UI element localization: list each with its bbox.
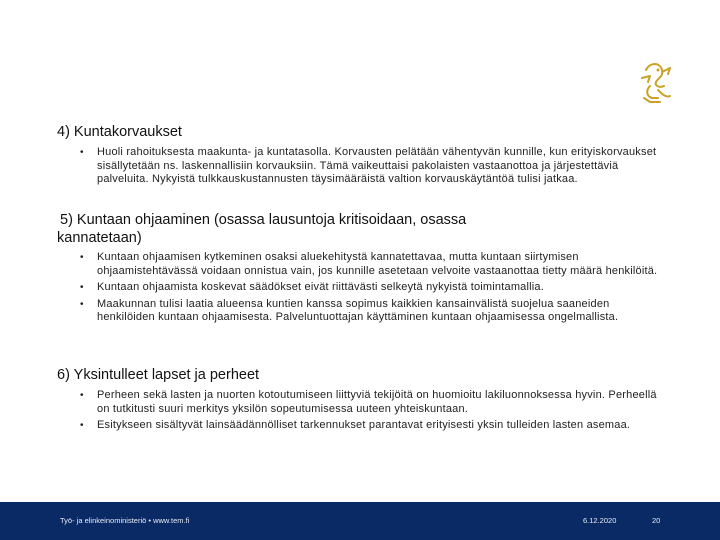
- list-item: • Perheen sekä lasten ja nuorten kotoutumiseen liittyviä tekijöitä on huomioitu lakiluonnoksessa hyvin. Perheellä on tutkitusti suuri merkitys yksilön sopeutumisessa uuteen yhteiskuntaan.: [80, 389, 660, 416]
- section-4-bullets: [80, 146, 660, 190]
- list-item: • Esitykseen sisältyvät lainsäädännölliset tarkennukset parantavat erityisesti yksin tulleiden lasten asemaa.: [80, 419, 660, 433]
- footer-date: 6.12.2020: [583, 516, 617, 525]
- section-5-bullets: [80, 251, 660, 328]
- finnish-lion-emblem-icon: [636, 58, 676, 106]
- section-4-heading: 4) Kuntakorvaukset: [57, 124, 182, 140]
- list-item: • Kuntaan ohjaamista koskevat säädökset eivät riittävästi selkeytä nykyistä toimintamallia.: [80, 281, 660, 295]
- section-6-bullets: [80, 389, 660, 436]
- section-5-heading-line2: kannatetaan): [57, 230, 142, 246]
- footer-bar: [0, 502, 720, 540]
- list-item: • Huoli rahoituksesta maakunta- ja kuntatasolla. Korvausten pelätään vähentyvän kunnille, kun erityiskorvaukset sisällytetään ns. laskennallisiin korvauksiin. Tämä vaikeuttaisi pakolaisten vastaanottoa ja järjestettäviä palveluita. Nykyistä tulkkauskustannusten täysimääräistä valtion korvauskäytäntöä tulisi jatkaa.: [80, 146, 660, 187]
- list-item: • Kuntaan ohjaamisen kytkeminen osaksi aluekehitystä kannatettavaa, mutta kuntaan siirtymisen ohjaamistehtävässä voidaan onnistua vain, jos kunnille asetetaan velvoite vastaanottaa tietty määrä henkilöitä.: [80, 251, 660, 278]
- section-5-heading-line1: 5) Kuntaan ohjaaminen (osassa lausuntoja kritisoidaan, osassa: [60, 212, 467, 228]
- page-number: 20: [652, 516, 661, 525]
- section-6-heading: 6) Yksintulleet lapset ja perheet: [57, 367, 260, 383]
- footer-organization: Työ- ja elinkeinoministeriö • www.tem.fi: [60, 516, 190, 525]
- list-item: • Maakunnan tulisi laatia alueensa kuntien kanssa sopimus kaikkien kansainvälistä suojelua saaneiden henkilöiden kuntaan ohjaamisesta. Palveluntuottajan käyttäminen kuntaan ohjaamisessa ongelmallista.: [80, 298, 660, 325]
